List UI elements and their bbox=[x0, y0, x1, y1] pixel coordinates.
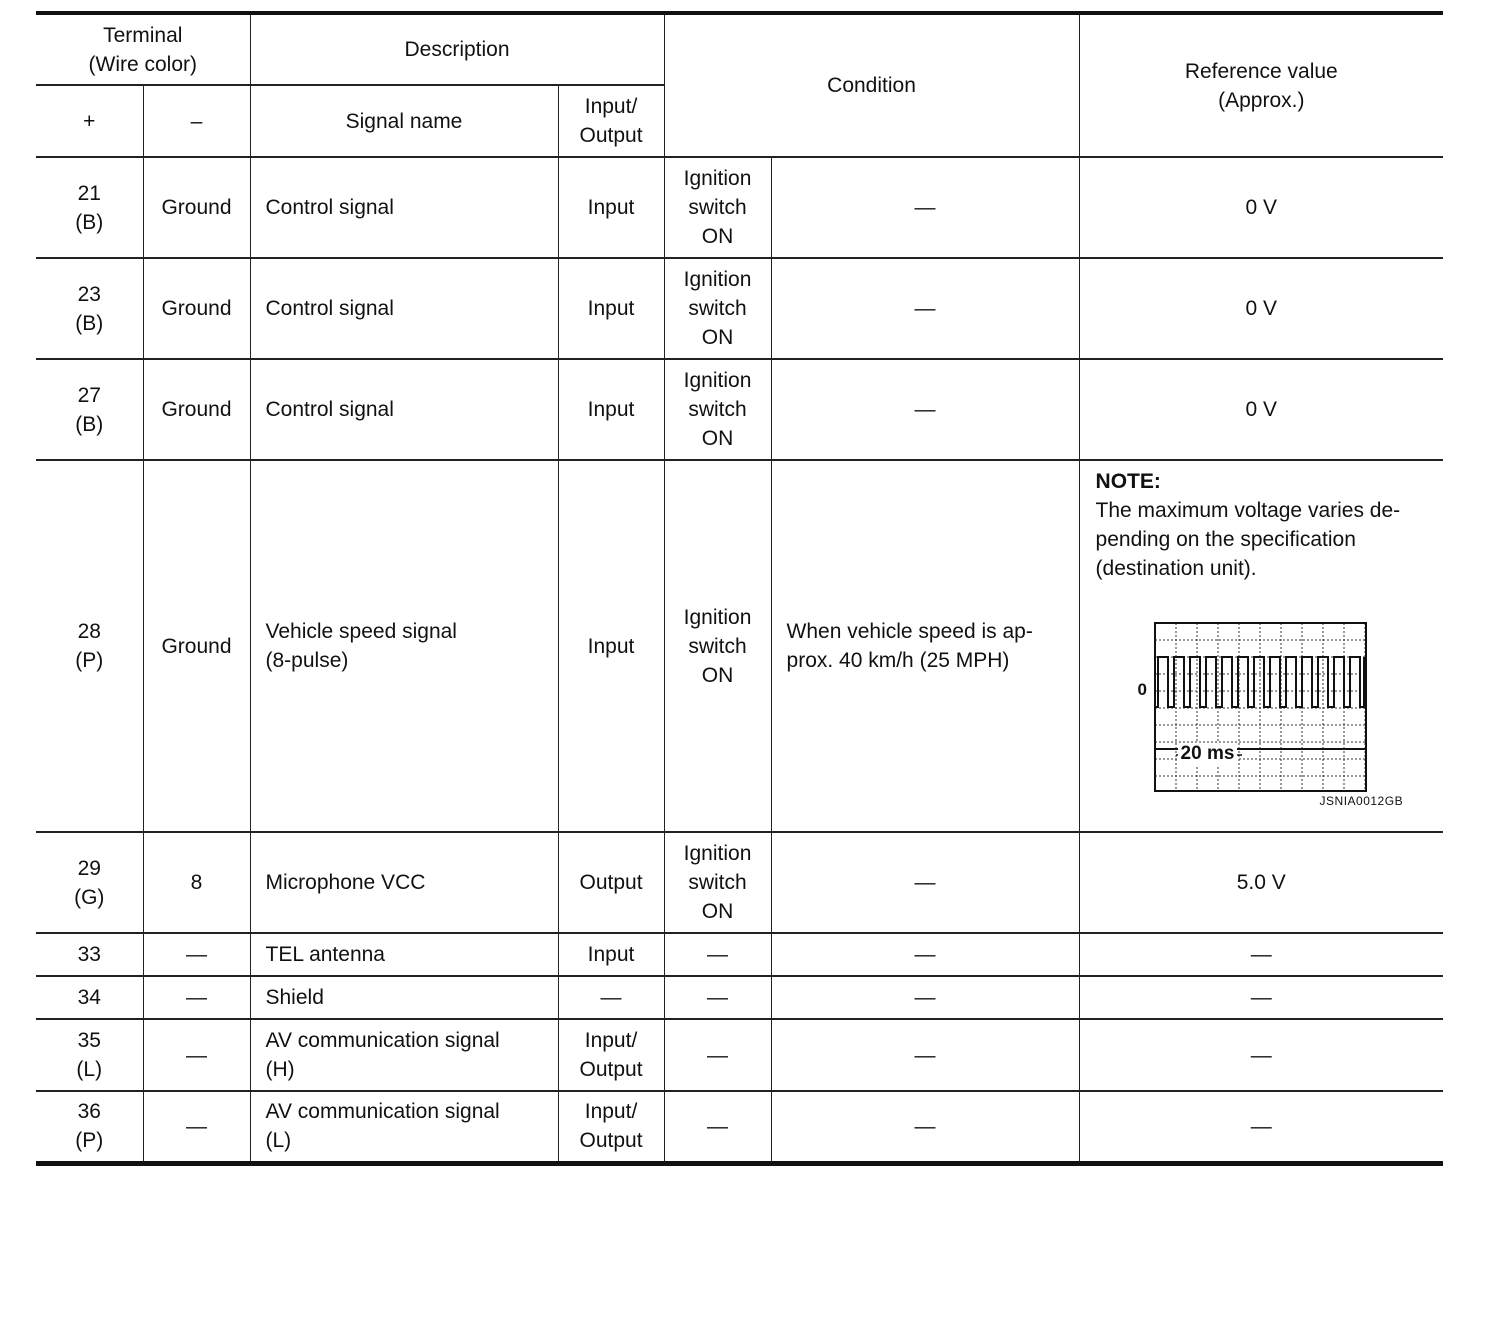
header-approx-label: (Approx.) bbox=[1218, 88, 1305, 112]
input-output: Input bbox=[558, 460, 664, 832]
note-heading: NOTE: bbox=[1095, 470, 1161, 493]
condition-detail: — bbox=[771, 258, 1079, 359]
reference-value: — bbox=[1079, 933, 1443, 976]
header-terminal bbox=[36, 13, 250, 85]
condition-detail: — bbox=[771, 359, 1079, 460]
condition-switch: Ignition switch ON bbox=[664, 157, 771, 258]
table-row bbox=[36, 359, 1443, 460]
signal-table bbox=[36, 11, 1443, 1166]
header-condition: Condition bbox=[664, 13, 1079, 157]
signal-name: Control signal bbox=[250, 359, 558, 460]
signal-name: Control signal bbox=[250, 258, 558, 359]
table-row bbox=[36, 832, 1443, 933]
header-description: Description bbox=[250, 13, 664, 85]
condition-detail: — bbox=[771, 933, 1079, 976]
signal-name: Microphone VCC bbox=[250, 832, 558, 933]
note-line: (destination unit). bbox=[1095, 557, 1257, 580]
terminal-minus: Ground bbox=[143, 157, 250, 258]
header-minus: – bbox=[143, 85, 250, 157]
condition-switch: Ignition switch ON bbox=[664, 359, 771, 460]
terminal-plus: 34 bbox=[36, 976, 143, 1019]
reference-value: 0 V bbox=[1079, 359, 1443, 460]
signal-name: Vehicle speed signal (8-pulse) bbox=[250, 460, 558, 832]
signal-name: AV communication signal (H) bbox=[250, 1019, 558, 1091]
condition-detail: — bbox=[771, 157, 1079, 258]
condition-switch: Ignition switch ON bbox=[664, 832, 771, 933]
note-line: pending on the specification bbox=[1095, 528, 1356, 551]
waveform-figure bbox=[1096, 605, 1416, 821]
input-output: Input/ Output bbox=[558, 1019, 664, 1091]
terminal-plus: 28 (P) bbox=[36, 460, 143, 832]
input-output: Output bbox=[558, 832, 664, 933]
table-row bbox=[36, 976, 1443, 1019]
table-row bbox=[36, 1019, 1443, 1091]
reference-value: 0 V bbox=[1079, 258, 1443, 359]
terminal-minus: — bbox=[143, 933, 250, 976]
header-wire-color-label: (Wire color) bbox=[88, 52, 197, 76]
signal-name: TEL antenna bbox=[250, 933, 558, 976]
input-output: Input/ Output bbox=[558, 1091, 664, 1163]
table-row bbox=[36, 258, 1443, 359]
condition-switch: Ignition switch ON bbox=[664, 258, 771, 359]
input-output: Input bbox=[558, 933, 664, 976]
terminal-plus: 23 (B) bbox=[36, 258, 143, 359]
header-io-line1: Input/ bbox=[584, 95, 638, 118]
signal-name: AV communication signal (L) bbox=[250, 1091, 558, 1163]
condition-switch: — bbox=[664, 1019, 771, 1091]
header-plus: + bbox=[36, 85, 143, 157]
terminal-minus: Ground bbox=[143, 460, 250, 832]
terminal-plus: 21 (B) bbox=[36, 157, 143, 258]
condition-detail: — bbox=[771, 1019, 1079, 1091]
waveform-zero-label: 0 bbox=[1137, 680, 1147, 699]
condition-detail: — bbox=[771, 976, 1079, 1019]
input-output: — bbox=[558, 976, 664, 1019]
condition-detail: When vehicle speed is ap- prox. 40 km/h (25 MPH) bbox=[771, 460, 1079, 832]
input-output: Input bbox=[558, 258, 664, 359]
signal-name: Control signal bbox=[250, 157, 558, 258]
header-terminal-label: Terminal bbox=[103, 23, 183, 47]
figure-id: JSNIA0012GB bbox=[1319, 794, 1404, 808]
condition-switch: — bbox=[664, 933, 771, 976]
reference-note bbox=[1079, 460, 1443, 832]
terminal-plus: 35 (L) bbox=[36, 1019, 143, 1091]
reference-value: 5.0 V bbox=[1079, 832, 1443, 933]
terminal-minus: — bbox=[143, 1019, 250, 1091]
terminal-plus: 27 (B) bbox=[36, 359, 143, 460]
header-signal-name: Signal name bbox=[250, 85, 558, 157]
terminal-minus: — bbox=[143, 976, 250, 1019]
signal-name: Shield bbox=[250, 976, 558, 1019]
header-io-line2: Output bbox=[579, 124, 643, 147]
condition-detail: — bbox=[771, 832, 1079, 933]
terminal-minus: — bbox=[143, 1091, 250, 1163]
table-row bbox=[36, 933, 1443, 976]
header-input-output bbox=[558, 85, 664, 157]
table-row bbox=[36, 1091, 1443, 1163]
terminal-plus: 36 (P) bbox=[36, 1091, 143, 1163]
table-row bbox=[36, 157, 1443, 258]
condition-switch: Ignition switch ON bbox=[664, 460, 771, 832]
input-output: Input bbox=[558, 157, 664, 258]
terminal-reference-table bbox=[36, 11, 1443, 1166]
reference-value: 0 V bbox=[1079, 157, 1443, 258]
reference-value: — bbox=[1079, 1019, 1443, 1091]
header-reference-value bbox=[1079, 13, 1443, 157]
note-line: The maximum voltage varies de- bbox=[1095, 499, 1401, 522]
input-output: Input bbox=[558, 359, 664, 460]
condition-switch: — bbox=[664, 1091, 771, 1163]
terminal-plus: 29 (G) bbox=[36, 832, 143, 933]
header-row-1 bbox=[36, 13, 1443, 85]
reference-value: — bbox=[1079, 1091, 1443, 1163]
terminal-minus: Ground bbox=[143, 359, 250, 460]
header-reference-label: Reference value bbox=[1184, 59, 1338, 83]
reference-value: — bbox=[1079, 976, 1443, 1019]
terminal-plus: 33 bbox=[36, 933, 143, 976]
condition-detail: — bbox=[771, 1091, 1079, 1163]
condition-switch: — bbox=[664, 976, 771, 1019]
terminal-minus: Ground bbox=[143, 258, 250, 359]
waveform-scale-label: 20 ms bbox=[1178, 743, 1238, 765]
terminal-minus: 8 bbox=[143, 832, 250, 933]
table-row bbox=[36, 460, 1443, 832]
